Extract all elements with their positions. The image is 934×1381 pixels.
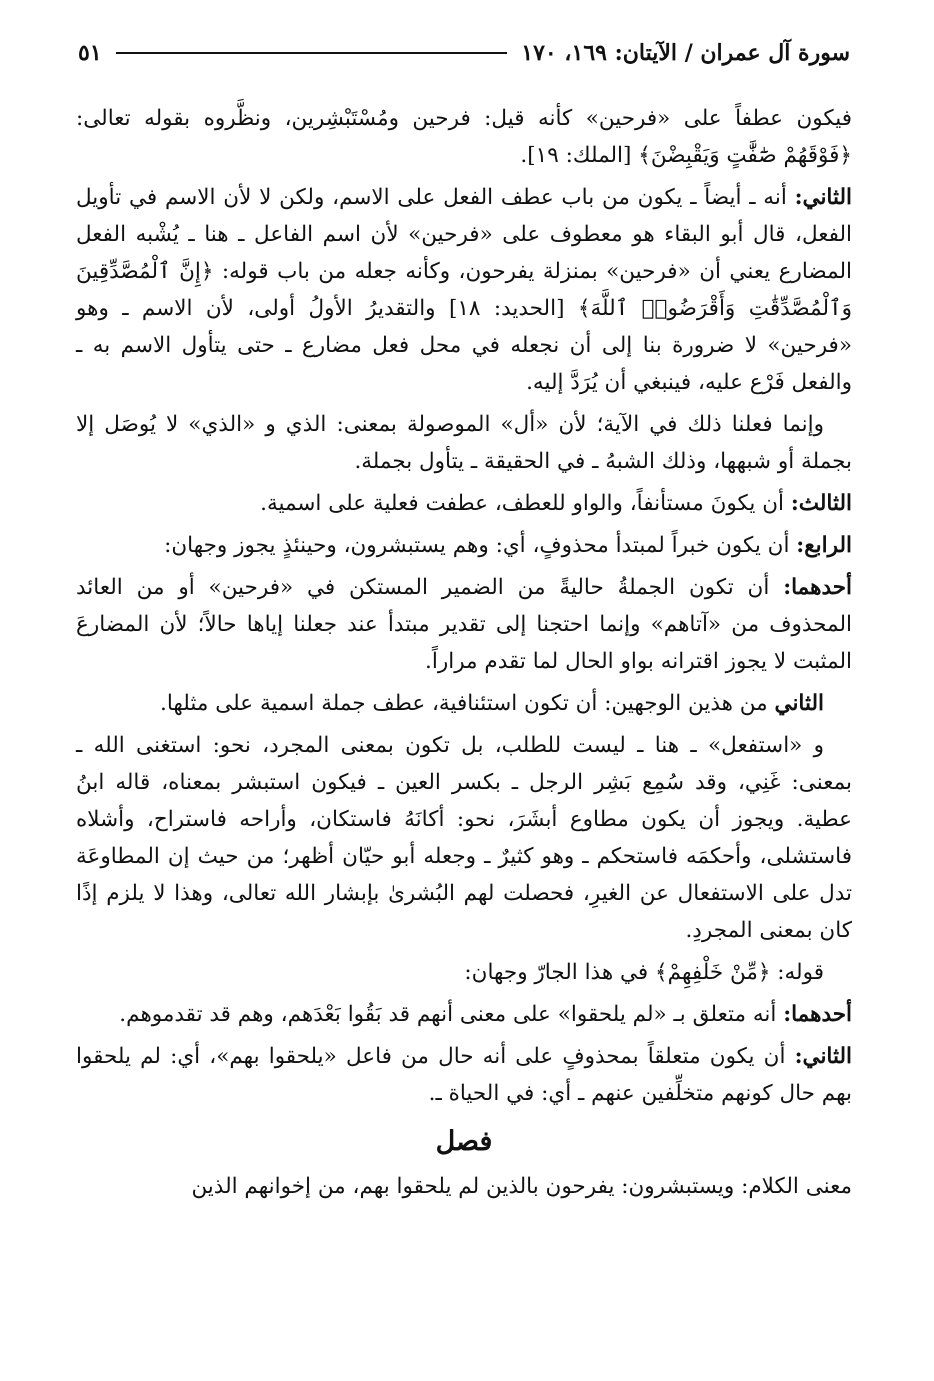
header-rule: [116, 52, 508, 54]
page-number: ٥١: [78, 40, 102, 66]
paragraph-4: [76, 485, 852, 522]
paragraph-text: و «استفعل» ـ هنا ـ ليست للطلب، بل تكون بمعنى المجرد، نحو: استغنى الله ـ بمعنى: غَنِي، وقد سُمِع بَشِر الرجل ـ بكسر العين ـ فيكون استبشر بمعناه، قاله ابنُ عطية. ويجوز أن يكون مطاوع أبشَرَ، نحو: أكانَهُ فاستكان، وأراحه فاستراح، وأشلاه فاستشلى، وأحكمَه فاستحكم ـ وهو كثيرٌ ـ وجعله أبو حيّان أظهر؛ من حيث إن المطاوعَة تدل على الاستفعال عن الغيرِ، فحصلت لهم البُشرىٰ بإبشار الله تعالى، وهذا لا يلزم إذًا كان بمعنى المجردِ.: [76, 733, 853, 943]
section-title: فصل: [435, 1126, 493, 1157]
paragraph-text: أن يكون متعلقاً بمحذوفٍ على أنه حال من فاعل «يلحقوا بهم»، أي: لم يلحقوا بهم حال كونهم متخلِّفين عنهم ـ أي: في الحياة ـ.: [76, 1044, 852, 1106]
paragraph-lead: الثاني: [774, 691, 824, 716]
paragraph-10: [76, 996, 852, 1033]
paragraph-8: [76, 727, 852, 949]
paragraph-lead: الثاني:: [794, 1044, 852, 1069]
page-header: [78, 30, 850, 76]
paragraph-text: قوله: ﴿مِّنْ خَلْفِهِمْ﴾ في هذا الجارّ وجهان:: [464, 960, 824, 985]
paragraph-text: أنه متعلق بـ «لم يلحقوا» على معنى أنهم قد بَقُوا بَعْدَهم، وهم قد تقدموهم.: [119, 1002, 784, 1027]
paragraph-text: أن يكون خبراً لمبتدأ محذوفٍ، أي: وهم يستبشرون، وحينئذٍ يجوز وجهان:: [164, 533, 797, 558]
paragraph-11: [76, 1038, 852, 1112]
paragraph-6: [76, 569, 852, 680]
paragraph-3: [76, 406, 852, 480]
final-paragraph: معنى الكلام: ويستبشرون: يفرحون بالذين لم يلحقوا بهم، من إخوانهم الذين: [191, 1174, 852, 1199]
surah-title: سورة آل عمران / الآيتان: ١٦٩، ١٧٠: [521, 40, 850, 66]
paragraph-lead: الرابع:: [796, 533, 852, 558]
paragraph-7: [76, 685, 852, 722]
paragraph-text: أنه ـ أيضاً ـ يكون من باب عطف الفعل على الاسم، ولكن لا لأن الاسم في تأويل الفعل، قال أبو البقاء هو معطوف على «فرحين» لأن اسم الفاعل ـ هنا ـ يُشْبه الفعل المضارع يعني أن «فرحين» بمنزلة يفرحون، وكأنه جعله من باب قوله: ﴿إِنَّ ٱلْمُصَّدِّقِينَ وَٱلْمُصَّدِّقَٰتِ وَأَقْرَضُوا۟ ٱللَّهَ﴾ [الحديد: ١٨] والتقديرُ الأولُ أولى، لأن الاسم ـ وهو «فرحين» لا ضرورة بنا إلى أن نجعله في محل فعل مضارع ـ حتى يتأول الاسم به ـ والفعل فَرْع عليه، فينبغي أن يُرَدَّ إليه.: [76, 185, 853, 395]
page-body: [76, 100, 852, 1210]
paragraph-5: [76, 527, 852, 564]
paragraph-text: أن تكون الجملةُ حاليةً من الضمير المستكن في «فرحين» أو من العائد المحذوف من «آتاهم» وإنما احتجنا إلى تقدير مبتدأ عند جعلنا إياها حالاً؛ لأن المضارعَ المثبت لا يجوز اقترانه بواو الحال لما تقدم مراراً.: [76, 575, 852, 674]
paragraph-lead: أحدهما:: [783, 575, 852, 600]
paragraph-text: وإنما فعلنا ذلك في الآية؛ لأن «أل» الموصولة بمعنى: الذي و «الذي» لا يُوصَل إلا بجملة أو شبهها، وذلك الشبهُ ـ في الحقيقة ـ يتأول بجملة.: [76, 412, 852, 474]
paragraph-lead: الثالث:: [790, 491, 852, 516]
paragraph-1: [76, 100, 852, 174]
paragraph-lead: أحدهما:: [783, 1002, 852, 1027]
paragraph-text: فيكون عطفاً على «فرحين» كأنه قيل: فرحين ومُسْتَبْشِرين، ونظَّروه بقوله تعالى: ﴿فَوْقَهُمْ صَٰٓفَّٰتٍ وَيَقْبِضْنَ﴾ [الملك: ١٩].: [76, 106, 852, 168]
paragraph-9: [76, 954, 852, 991]
paragraph-text: أن يكونَ مستأنفاً، والواو للعطف، عطفت فعلية على اسمية.: [260, 491, 791, 516]
paragraph-text: من هذين الوجهين: أن تكون استئنافية، عطف جملة اسمية على مثلها.: [160, 691, 775, 716]
paragraph-lead: الثاني:: [794, 185, 852, 210]
paragraph-2: [76, 179, 852, 401]
